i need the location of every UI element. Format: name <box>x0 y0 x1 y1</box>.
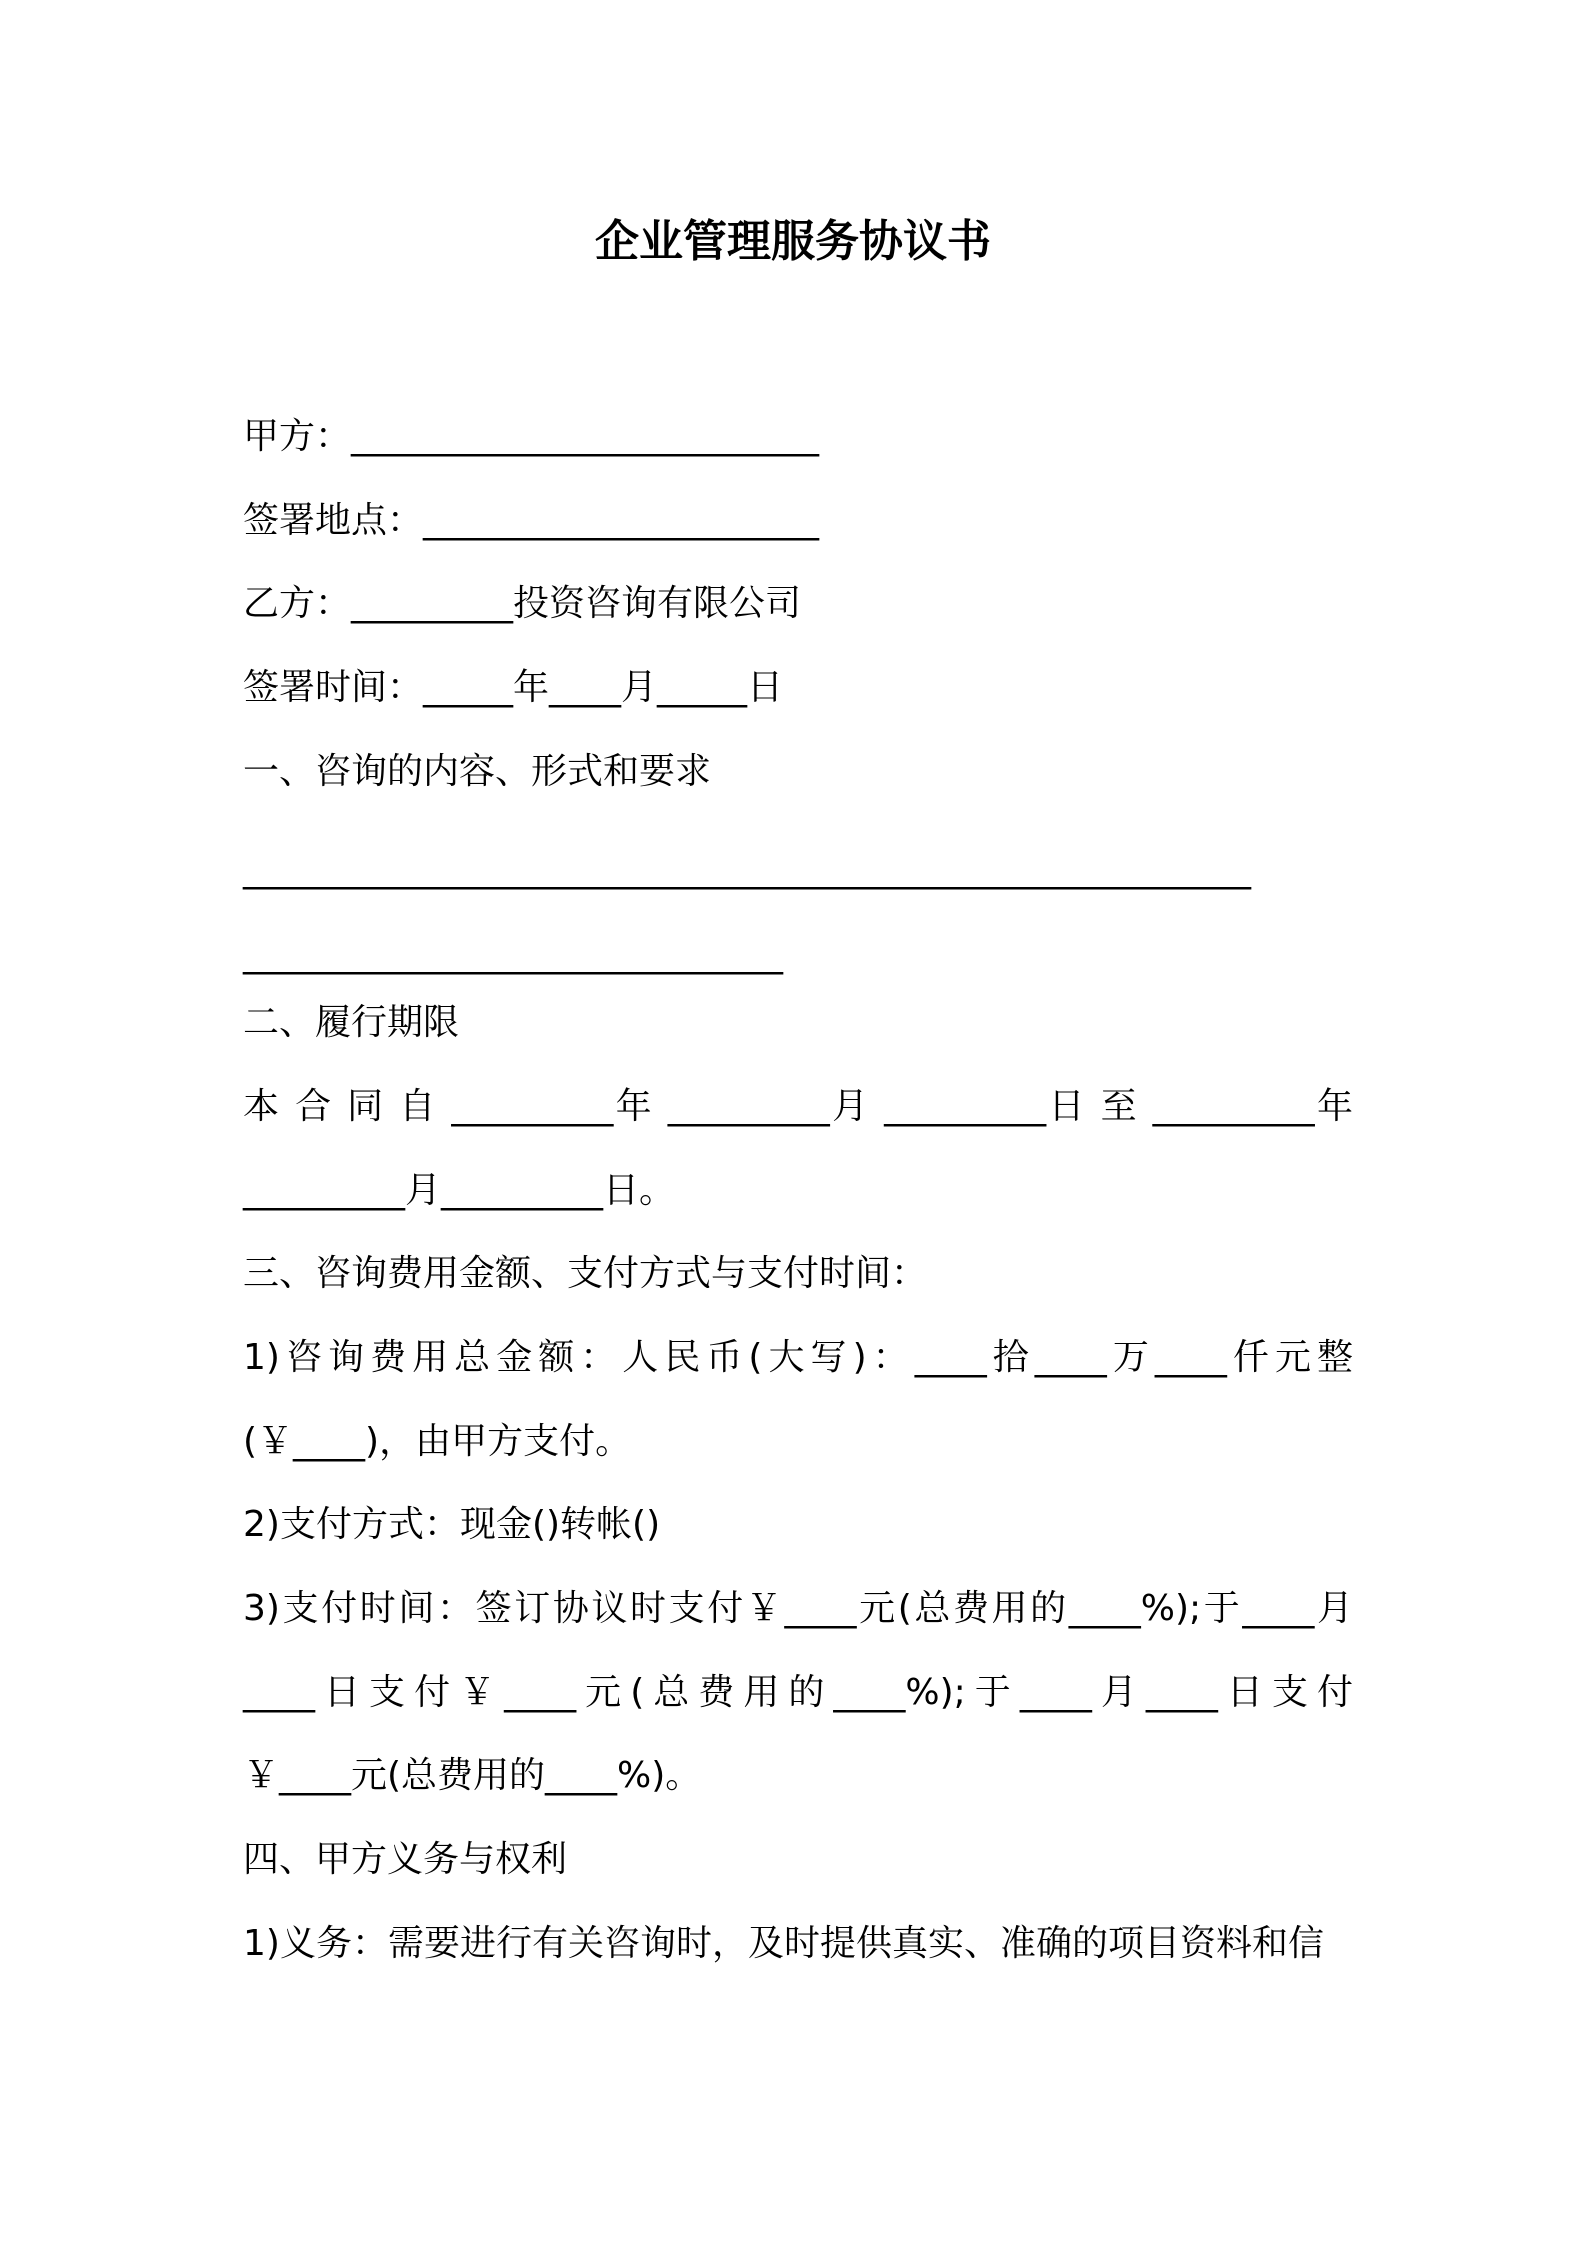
blank-line-1: ________________________________________________________ <box>243 849 1251 890</box>
party-a-line: 甲方：__________________________ <box>243 416 820 457</box>
signing-place-line: 签署地点：______________________ <box>243 500 820 541</box>
document-title: 企业管理服务协议书 <box>595 216 991 267</box>
section-heading-2: 二、履行期限 <box>243 1002 460 1043</box>
blank-line-2: ______________________________ <box>243 934 783 975</box>
section-heading-4: 四、甲方义务与权利 <box>243 1839 568 1880</box>
payment-time-line-1: 3)支付时间：签订协议时支付￥____元(总费用的____%);于____月 <box>243 1588 1353 1629</box>
section-heading-1: 一、咨询的内容、形式和要求 <box>243 751 712 792</box>
fee-total-line-1: 1)咨询费用总金额：人民币(大写)：____拾____万____仟元整 <box>243 1337 1353 1378</box>
section-heading-3: 三、咨询费用金额、支付方式与支付时间： <box>243 1253 928 1294</box>
term-line-2: _________月_________日。 <box>243 1170 676 1211</box>
fee-total-line-2: (￥____)，由甲方支付。 <box>243 1421 632 1462</box>
payment-method-line: 2)支付方式：现金()转帐() <box>243 1504 661 1545</box>
term-line-1: 本 合 同 自 _________年 _________月 _________日 至 _________年 <box>243 1086 1354 1127</box>
payment-time-line-3: ￥____元(总费用的____%)。 <box>243 1755 702 1796</box>
payment-time-line-2: ____日支付￥____元(总费用的____%);于____月____日支付 <box>243 1672 1353 1713</box>
obligation-line-1: 1)义务：需要进行有关咨询时，及时提供真实、准确的项目资料和信 <box>243 1923 1324 1964</box>
signing-date-line: 签署时间：_____年____月_____日 <box>243 667 784 708</box>
party-b-line: 乙方：_________投资咨询有限公司 <box>243 583 802 624</box>
